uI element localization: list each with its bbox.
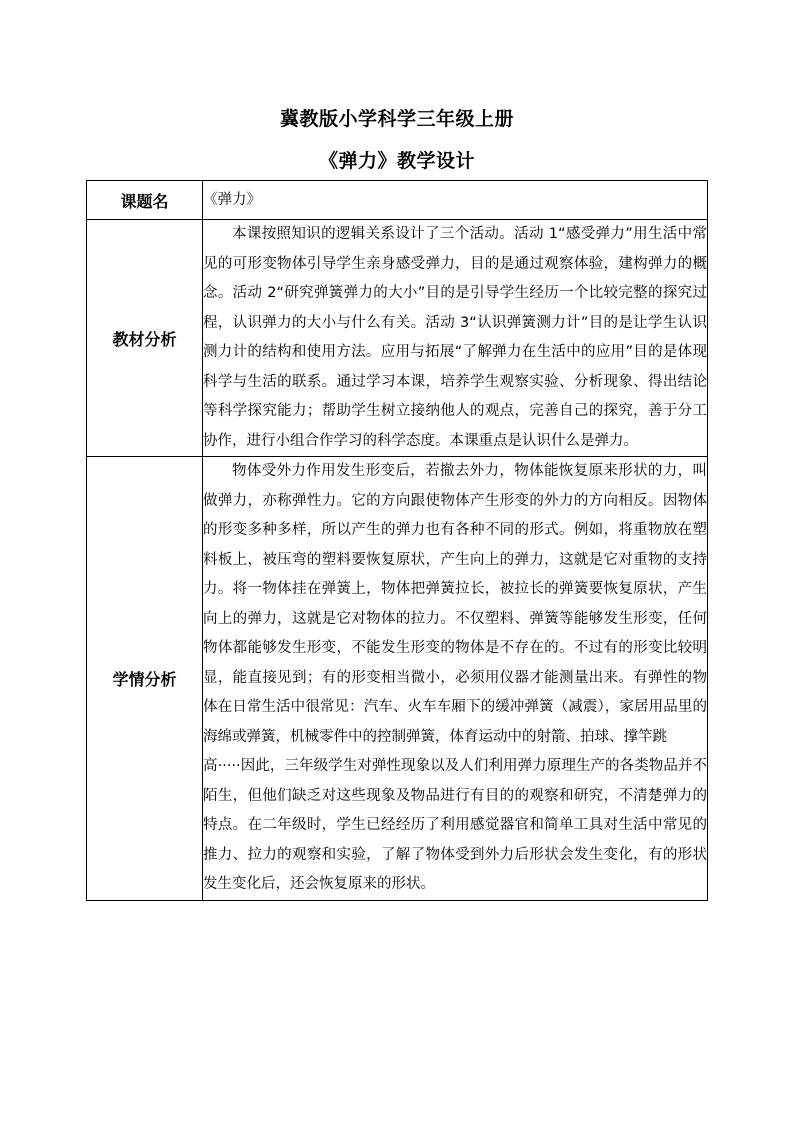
row-label-textbook-analysis: 教材分析	[87, 220, 203, 457]
row-content-textbook-analysis	[203, 220, 708, 457]
table-row-topic	[87, 181, 708, 220]
document-title: 冀教版小学科学三年级上册	[279, 108, 514, 130]
document-subtitle: 《弹力》教学设计	[318, 150, 475, 172]
textbook-analysis-paragraph: 本课按照知识的逻辑关系设计了三个活动。活动 1“感受弹力”用生活中常见的可形变物体引导学生亲身感受弹力，目的是通过观察体验，建构弹力的概念。活动 2“研究弹簧弹力的大小”目的是引导学生经历一个比较完整的探究过程，认识弹力的大小与什么有关。活动 3“认识弹簧测力计”目的是让学生认识测力计的结构和使用方法。应用与拓展“了解弹力在生活中的应用”目的是体现科学与生活的联系。通过学习本课，培养学生观察实验、分析现象、得出结论等科学探究能力；帮助学生树立接纳他人的观点，完善自己的探究，善于分工协作，进行小组合作学习的科学态度。本课重点是认识什么是弹力。	[203, 226, 707, 449]
row-content-student-analysis	[203, 457, 708, 901]
row-content-topic: 《弹力》	[203, 181, 708, 220]
row-label-student-analysis: 学情分析	[87, 457, 203, 901]
student-analysis-paragraph-2: 高·····因此，三年级学生对弹性现象以及人们利用弹力原理生产的各类物品并不陌生，但他们缺乏对这些现象及物品进行有目的的观察和研究，不清楚弹力的特点。在二年级时，学生已经经历了利用感觉器官和简单工具对生活中常见的推力、拉力的观察和实验，了解了物体受到外力后形状会发生变化，有的形状发生变化后，还会恢复原来的形状。	[203, 758, 707, 892]
table-row-textbook-analysis	[87, 220, 708, 457]
table-row-student-analysis	[87, 457, 708, 901]
student-analysis-paragraph-1: 物体受外力作用发生形变后，若撤去外力，物体能恢复原来形状的力，叫做弹力，亦称弹性力。它的方向跟使物体产生形变的外力的方向相反。因物体的形变多种多样，所以产生的弹力也有各种不同的形式。例如，将重物放在塑料板上，被压弯的塑料要恢复原状，产生向上的弹力，这就是它对重物的支持力。将一物体挂在弹簧上，物体把弹簧拉长，被拉长的弹簧要恢复原状，产生向上的弹力，这就是它对物体的拉力。不仅塑料、弹簧等能够发生形变，任何物体都能够发生形变，不能发生形变的物体是不存在的。不过有的形变比较明显，能直接见到；有的形变相当微小，必须用仪器才能测量出来。有弹性的物体在日常生活中很常见：汽车、火车车厢下的缓冲弹簧（减震），家居用品里的海绵或弹簧，机械零件中的控制弹簧，体育运动中的射箭、拍球、撑竿跳	[203, 463, 707, 745]
lesson-design-table	[86, 180, 708, 901]
row-label-topic: 课题名	[87, 181, 203, 220]
